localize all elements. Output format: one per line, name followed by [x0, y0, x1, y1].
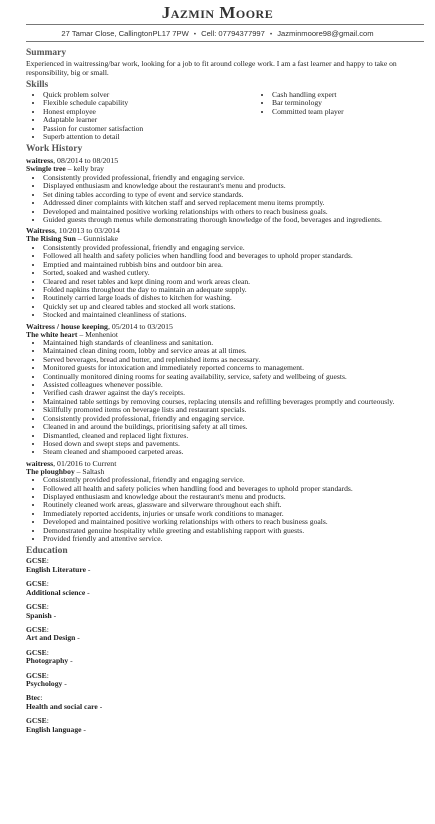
skills-column-2 [255, 91, 344, 141]
education-degree: GCSE [26, 624, 47, 634]
email-text: Jazminmoore98@gmail.com [277, 29, 374, 38]
separator-dot: • [193, 32, 196, 38]
duty-item: • Guided guests through menus while demonstrating thorough knowledge of the food, beverages and ingredients. [43, 216, 431, 224]
duty-item: • Set dining tables according to type of event and service standards. [43, 191, 431, 199]
duty-item: • Immediately reported accidents, injuries or unsafe work conditions to manager. [43, 510, 431, 518]
degree-colon: : [46, 647, 49, 657]
duty-item: • Addressed diner complaints with kitchen staff and served replacement menu items promptly. [43, 199, 431, 207]
field-dash: - [85, 564, 91, 574]
skill-item: • Passion for customer satisfaction [43, 125, 255, 133]
education-degree: GCSE [26, 647, 47, 657]
education-field: Additional science [26, 587, 86, 597]
education-field-line [26, 589, 431, 597]
duty-item: • Developed and maintained positive working relationships with others to reach business goals. [43, 208, 431, 216]
degree-colon: : [46, 716, 49, 726]
education-field: Spanish [26, 610, 52, 620]
duty-item: • Routinely cleaned work areas, glassware and silverware throughout each shift. [43, 501, 431, 509]
education-field: Art and Design [26, 633, 76, 643]
duty-item: • Consistently provided professional, friendly and engaging service. [43, 476, 431, 484]
duty-item: • Consistently provided professional, friendly and engaging service. [43, 244, 431, 252]
job-entry [26, 226, 431, 319]
education-degree-line [26, 672, 431, 680]
education-degree: Btec [26, 693, 41, 703]
education-field-line [26, 703, 431, 711]
header-rule-top [26, 24, 424, 25]
education-degree: GCSE [26, 602, 47, 612]
education-field: English Literature [26, 564, 86, 574]
employer-location: – kelly bray [65, 164, 104, 174]
education-entry [26, 603, 431, 620]
duty-item: • Served beverages, bread and butter, and replenished items as necessary. [43, 356, 431, 364]
skill-item: • Quick problem solver [43, 91, 255, 99]
degree-colon: : [46, 624, 49, 634]
job-entry [26, 322, 431, 457]
separator-dot: • [270, 32, 273, 38]
skill-item: • Committed team player [272, 108, 344, 116]
job-title: waitress [26, 458, 54, 468]
education-degree: GCSE [26, 556, 47, 566]
education-list [26, 557, 431, 734]
employer-name: Swingle tree [26, 164, 66, 174]
skills-column-1 [26, 91, 255, 141]
education-heading: Education [26, 546, 68, 557]
skills-list [26, 91, 431, 141]
duty-item: • Followed all health and safety policies when handling food and beverages to uphold proper standards. [43, 485, 431, 493]
degree-colon: : [46, 670, 49, 680]
job-title: waitress [26, 156, 54, 166]
education-degree-line [26, 626, 431, 634]
job-entry [26, 156, 431, 224]
education-entry [26, 672, 431, 689]
duty-item: • Developed and maintained positive working relationships with others to reach business goals. [43, 518, 431, 526]
duty-item: • Cleaned in and around the buildings, prioritising safety at all times. [43, 423, 431, 431]
education-entry [26, 649, 431, 666]
education-field-line [26, 634, 431, 642]
education-field: English language [26, 724, 82, 734]
duties-list [26, 174, 431, 224]
education-degree: GCSE [26, 670, 47, 680]
duty-item: • Consistently provided professional, friendly and engaging service. [43, 174, 431, 182]
contact-line [0, 29, 435, 38]
duty-item: • Displayed enthusiasm and knowledge about the restaurant's menu and products. [43, 493, 431, 501]
field-dash: - [68, 656, 73, 666]
duties-list [26, 339, 431, 457]
education-entry [26, 717, 431, 734]
job-title: Waitress [26, 226, 55, 236]
duty-item: • Maintained clean dining room, lobby and service areas at all times. [43, 347, 431, 355]
duty-item: • Stocked and maintained cleanliness of stations. [43, 311, 431, 319]
duty-item: • Maintained high standards of cleanliness and sanitation. [43, 339, 431, 347]
degree-colon: : [46, 579, 49, 589]
duty-item: • Steam cleaned and shampooed carpeted areas. [43, 448, 431, 456]
duty-item: • Quickly set up and cleared tables and stocked all work stations. [43, 303, 431, 311]
duty-item: • Hosed down and swept steps and pavements. [43, 440, 431, 448]
employer-name: The white heart [26, 329, 78, 339]
duty-item: • Monitored guests for intoxication and immediately reported concerns to management. [43, 364, 431, 372]
field-dash: - [97, 701, 103, 711]
duty-item: • Consistently provided professional, friendly and engaging service. [43, 415, 431, 423]
skill-item: • Flexible schedule capability [43, 99, 255, 107]
education-degree-line [26, 717, 431, 725]
skill-item: • Superb attention to detail [43, 133, 255, 141]
education-entry [26, 626, 431, 643]
duty-item: • Followed all health and safety policies when handling food and beverages to uphold proper standards. [43, 252, 431, 260]
education-field-line [26, 612, 431, 620]
education-degree: GCSE [26, 579, 47, 589]
duties-list [26, 244, 431, 320]
skill-item: • Honest employee [43, 108, 255, 116]
education-degree-line [26, 649, 431, 657]
employer-location: – Menheniot [77, 329, 118, 339]
duty-item: • Provided friendly and attentive service. [43, 535, 431, 543]
education-entry [26, 580, 431, 597]
duty-item: • Verified cash drawer against the day's receipts. [43, 389, 431, 397]
duty-item: • Cleared and reset tables and kept dining room and work areas clean. [43, 278, 431, 286]
education-field-line [26, 680, 431, 688]
field-dash: - [51, 610, 57, 620]
duty-item: • Continually monitored dining rooms for seating availability, service, safety and wellbeing of guests. [43, 373, 431, 381]
field-dash: - [85, 587, 90, 597]
education-field-line [26, 566, 431, 574]
duty-item: • Routinely carried large loads of dishes to kitchen for washing. [43, 294, 431, 302]
candidate-name: Jazmin Moore [161, 3, 274, 22]
duty-item: • Displayed enthusiasm and knowledge about the restaurant's menu and products. [43, 182, 431, 190]
summary-heading: Summary [26, 48, 67, 58]
work-history-heading: Work History [26, 144, 83, 155]
skill-item: • Bar terminology [272, 99, 344, 107]
duty-item: • Assisted colleagues whenever possible. [43, 381, 431, 389]
field-dash: - [81, 724, 86, 734]
field-dash: - [62, 678, 67, 688]
duty-item: • Demonstrated genuine hospitality while greeting and establishing rapport with guests. [43, 527, 431, 535]
employer-location: – Saltash [74, 466, 105, 476]
job-entry [26, 459, 431, 544]
header-rule-bottom [26, 41, 424, 42]
summary-text: Experienced in waitressing/bar work, looking for a job to fit around college work. I am a fast learner and happy to take on responsibility, big or small. [26, 59, 397, 77]
duty-item: • Maintained table settings by removing courses, replacing utensils and refilling beverages promptly and courteously. [43, 398, 431, 406]
duties-list [26, 476, 431, 543]
job-dates: , 10/2013 to 03/2014 [54, 226, 120, 236]
degree-colon: : [46, 556, 49, 566]
duty-item: • Sorted, soaked and washed cutlery. [43, 269, 431, 277]
resume-body [26, 45, 431, 740]
field-dash: - [75, 633, 80, 643]
cell-text: Cell: 07794377997 [201, 29, 265, 38]
education-degree: GCSE [26, 716, 47, 726]
skill-item: • Cash handling expert [272, 91, 344, 99]
duty-item: • Dismantled, cleaned and replaced light fixtures. [43, 432, 431, 440]
duty-item: • Skillfully promoted items on beverage lists and restaurant specials. [43, 406, 431, 414]
education-degree-line [26, 603, 431, 611]
degree-colon: : [40, 693, 43, 703]
education-field: Psychology [26, 678, 63, 688]
address-text: 27 Tamar Close, CallingtonPL17 7PW [61, 29, 189, 38]
employer-name: The ploughboy [26, 466, 75, 476]
skills-heading: Skills [26, 80, 49, 90]
job-dates: , 08/2014 to 08/2015 [53, 156, 119, 166]
employer-location: – Gunnislake [75, 234, 118, 244]
education-entry [26, 557, 431, 574]
education-field: Health and social care [26, 701, 98, 711]
job-dates: , 01/2016 to Current [53, 458, 117, 468]
education-field: Photography [26, 656, 69, 666]
duty-item: • Emptied and maintained rubbish bins and outdoor bin area. [43, 261, 431, 269]
employer-name: The Rising Sun [26, 234, 76, 244]
duty-item: • Folded napkins throughout the day to maintain an adequate supply. [43, 286, 431, 294]
education-entry [26, 694, 431, 711]
job-dates: , 05/2014 to 03/2015 [107, 321, 173, 331]
education-field-line [26, 657, 431, 665]
degree-colon: : [46, 602, 49, 612]
skill-item: • Adaptable learner [43, 116, 255, 124]
education-field-line [26, 726, 431, 734]
work-history-list [26, 156, 431, 543]
job-title: Waitress / house keeping [26, 321, 108, 331]
